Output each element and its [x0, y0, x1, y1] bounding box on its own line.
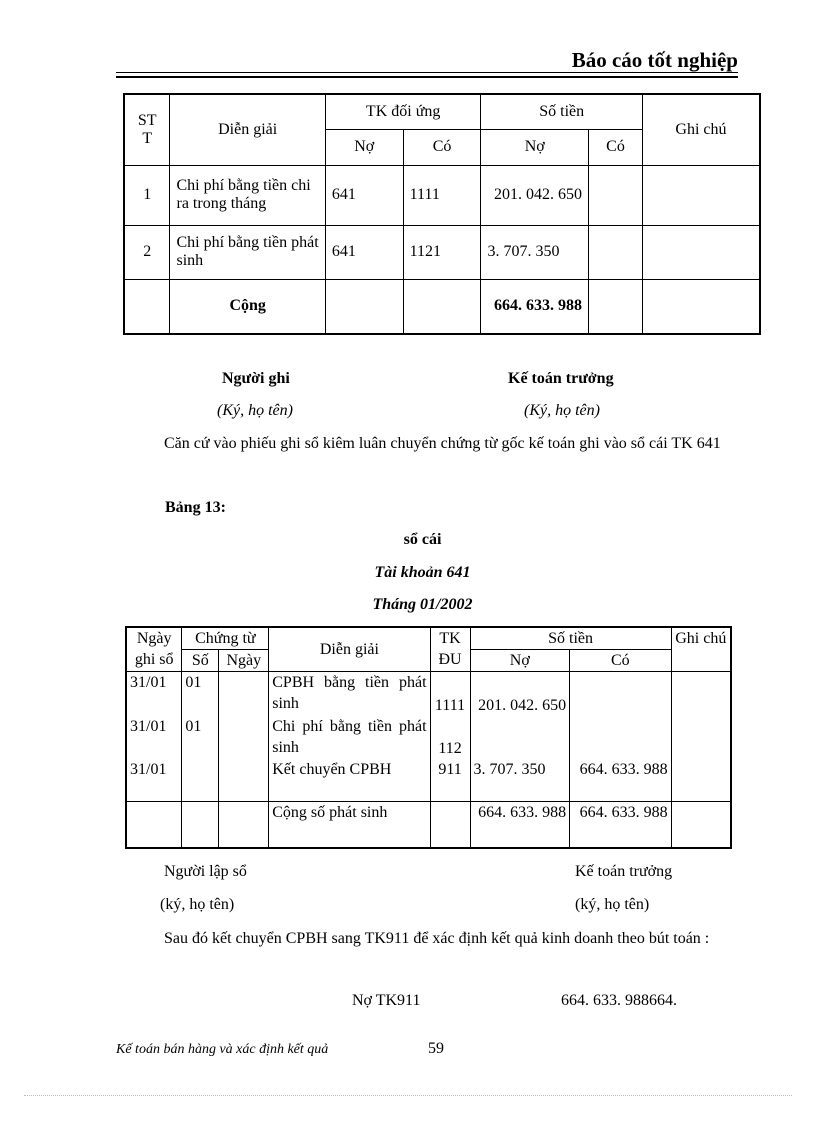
page-number: 59	[428, 1040, 444, 1057]
row-stt: 1	[124, 165, 170, 225]
header-rule	[116, 72, 738, 73]
header-dien-giai: Diễn giải	[170, 94, 325, 165]
row-dien-giai: Chi phí bằng tiền phát sinh	[269, 716, 430, 759]
ledger-table	[125, 626, 732, 849]
entry-amount: 664. 633. 988664.	[561, 992, 677, 1009]
paragraph-closing-entry: Sau đó kết chuyển CPBH sang TK911 để xác định kết quả kinh doanh theo bút toán :	[164, 930, 710, 947]
row-tk-no: 641	[325, 165, 403, 225]
signer2-left-title: Người lập sổ	[164, 863, 247, 880]
row-tk: 1111	[430, 672, 470, 716]
total-ghi-chu	[642, 279, 760, 334]
row-tk-no: 641	[325, 225, 403, 279]
header-tk-doi-ung: TK đối ứng	[325, 94, 481, 129]
row-no	[470, 716, 570, 759]
page-header-title: Báo cáo tốt nghiệp	[571, 48, 738, 72]
total-ghi-chu	[671, 802, 731, 848]
paragraph-ledger-intro: Căn cứ vào phiếu ghi sổ kiêm luân chuyển chứng từ gốc kế toán ghi vào sổ cái TK 641	[164, 435, 721, 452]
signer-left-sub: (Ký, họ tên)	[217, 402, 293, 419]
row-chung-tu-ngay	[219, 759, 269, 802]
signer2-right-title: Kế toán trưởng	[575, 863, 673, 880]
table-row	[124, 225, 760, 279]
entry-account: Nợ TK911	[352, 992, 421, 1009]
row-ngay: 31/01	[126, 759, 182, 802]
row-tk: 112	[430, 716, 470, 759]
table-row	[124, 165, 760, 225]
total-label: Cộng số phát sinh	[269, 802, 430, 848]
expense-summary-table	[123, 93, 761, 335]
header-tk-no: Nợ	[325, 129, 403, 165]
row-dien-giai: Kết chuyển CPBH	[269, 759, 430, 802]
row-co: 664. 633. 988	[570, 759, 672, 802]
table-row	[126, 672, 731, 716]
total-tk	[430, 802, 470, 848]
signer-left-title: Người ghi	[222, 370, 290, 387]
total-chung-tu-ngay	[219, 802, 269, 848]
row-stt: 2	[124, 225, 170, 279]
row-tk: 911	[430, 759, 470, 802]
row-dien-giai: CPBH bằng tiền phát sinh	[269, 672, 430, 716]
row-ghi-chu	[671, 759, 731, 802]
total-tien-co	[589, 279, 643, 334]
row-chung-tu-ngay	[219, 716, 269, 759]
row-so: 01	[182, 672, 219, 716]
header-ngay-ghi-so: Ngày ghi sổ	[126, 627, 182, 672]
ledger-account: Tài khoản 641	[374, 564, 471, 581]
header-rule-thick	[116, 76, 738, 78]
row-tien-co	[589, 165, 643, 225]
header-ngay: Ngày	[219, 650, 269, 672]
total-tien-no: 664. 633. 988	[481, 279, 589, 334]
signer-right-title: Kế toán trưởng	[508, 370, 614, 387]
row-tk-co: 1111	[403, 165, 481, 225]
row-ghi-chu	[642, 225, 760, 279]
row-co	[570, 672, 672, 716]
row-tien-co	[589, 225, 643, 279]
row-ghi-chu	[642, 165, 760, 225]
row-ngay: 31/01	[126, 716, 182, 759]
header-so: Số	[182, 650, 219, 672]
row-tk-co: 1121	[403, 225, 481, 279]
header-tk-co: Có	[403, 129, 481, 165]
row-tien-no: 201. 042. 650	[481, 165, 589, 225]
signer2-right-sub: (ký, họ tên)	[575, 896, 650, 913]
total-ngay	[126, 802, 182, 848]
page-bottom-rule	[24, 1095, 792, 1096]
row-ngay: 31/01	[126, 672, 182, 716]
row-no: 201. 042. 650	[470, 672, 570, 716]
row-dien-giai: Chi phí bằng tiền chi ra trong tháng	[170, 165, 325, 225]
row-no: 3. 707. 350	[470, 759, 570, 802]
table-row	[126, 716, 731, 759]
header-tk-du: TK ĐU	[430, 627, 470, 672]
row-ghi-chu	[671, 716, 731, 759]
ledger-title: sổ cái	[403, 531, 442, 548]
total-no: 664. 633. 988	[470, 802, 570, 848]
total-row	[126, 802, 731, 848]
row-chung-tu-ngay	[219, 672, 269, 716]
row-so	[182, 759, 219, 802]
row-dien-giai: Chi phí bằng tiền phát sinh	[170, 225, 325, 279]
total-row	[124, 279, 760, 334]
footer-text: Kế toán bán hàng và xác định kết quả	[116, 1042, 329, 1057]
ledger-month: Tháng 01/2002	[372, 596, 473, 613]
header-chung-tu: Chứng từ	[182, 627, 269, 650]
header-so-tien: Số tiền	[470, 627, 671, 650]
signer2-left-sub: (ký, họ tên)	[160, 896, 235, 913]
header-stt: ST T	[124, 94, 170, 165]
total-tk-no	[325, 279, 403, 334]
total-co: 664. 633. 988	[570, 802, 672, 848]
row-ghi-chu	[671, 672, 731, 716]
signer-right-sub: (Ký, họ tên)	[524, 402, 600, 419]
table-row	[126, 759, 731, 802]
row-co	[570, 716, 672, 759]
table-label: Bảng 13:	[165, 499, 226, 516]
header-co: Có	[570, 650, 672, 672]
total-tk-co	[403, 279, 481, 334]
header-ghi-chu: Ghi chú	[671, 627, 731, 672]
row-tien-no: 3. 707. 350	[481, 225, 589, 279]
header-so-tien: Số tiền	[481, 94, 642, 129]
header-tien-co: Có	[589, 129, 643, 165]
header-ghi-chu: Ghi chú	[642, 94, 760, 165]
total-label: Cộng	[170, 279, 325, 334]
header-dien-giai: Diễn giải	[269, 627, 430, 672]
total-so	[182, 802, 219, 848]
row-so: 01	[182, 716, 219, 759]
header-tien-no: Nợ	[481, 129, 589, 165]
total-stt	[124, 279, 170, 334]
header-no: Nợ	[470, 650, 570, 672]
